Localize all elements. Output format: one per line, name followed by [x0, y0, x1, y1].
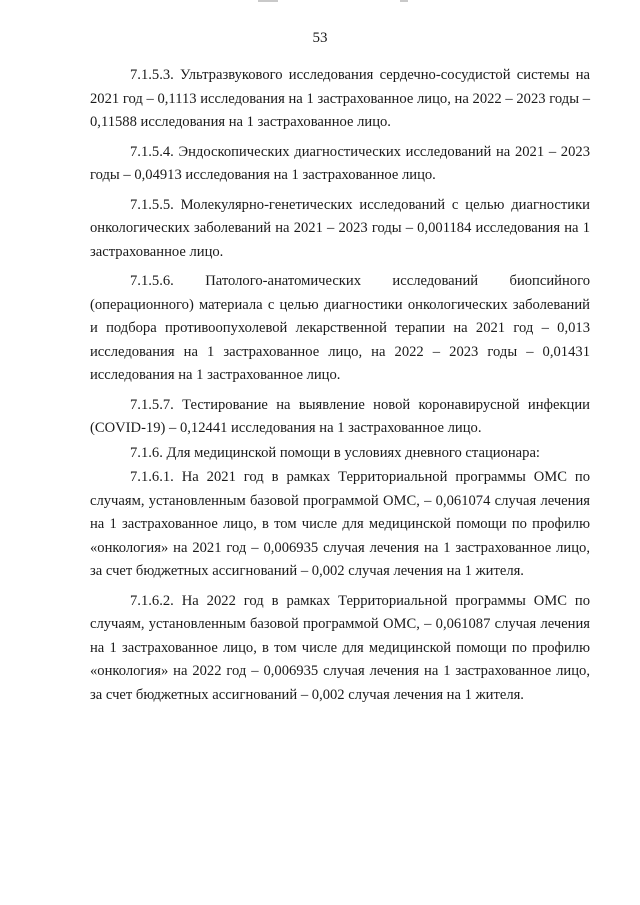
page-number: 53 [312, 30, 328, 46]
paragraph-7-1-5-5: 7.1.5.5. Молекулярно-генетических исследований с целью диагностики онкологических заболеваний на 2021 – 2023 годы – 0,001184 исследования на 1 застрахованное лицо. [90, 196, 590, 260]
paragraph-7-1-5-4: 7.1.5.4. Эндоскопических диагностических исследований на 2021 – 2023 годы – 0,04913 исследования на 1 застрахованное лицо. [90, 143, 590, 183]
paragraph-7-1-6-1: 7.1.6.1. На 2021 год в рамках Территориальной программы ОМС по случаям, установленным базовой программой ОМС, – 0,061074 случая лечения на 1 застрахованное лицо, в том числе для медицинской помощи по профилю «онкология» на 2021 год – 0,006935 случая лечения на 1 застрахованное лицо, за счет бюджетных ассигнований – 0,002 случая лечения на 1 жителя. [90, 469, 590, 579]
document-body [90, 64, 590, 707]
paragraph-7-1-5-3: 7.1.5.3. Ультразвукового исследования сердечно-сосудистой системы на 2021 год – 0,1113 исследования на 1 застрахованное лицо, на 2022 – 2023 годы – 0,11588 исследования на 1 застрахованное лицо. [90, 67, 590, 130]
scan-artifact [258, 0, 278, 2]
paragraph-7-1-6: 7.1.6. Для медицинской помощи в условиях дневного стационара: [130, 444, 540, 461]
paragraph-7-1-6-2: 7.1.6.2. На 2022 год в рамках Территориальной программы ОМС по случаям, установленным базовой программой ОМС, – 0,061087 случая лечения на 1 застрахованное лицо, в том числе для медицинской помощи по профилю «онкология» на 2022 год – 0,006935 случая лечения на 1 застрахованное лицо, за счет бюджетных ассигнований – 0,002 случая лечения на 1 жителя. [90, 592, 590, 703]
scan-artifact [400, 0, 408, 2]
paragraph-7-1-5-6: 7.1.5.6. Патолого-анатомических исследований биопсийного (операционного) материала с целью диагностики онкологических заболеваний и подбора противоопухолевой лекарственной терапии на 2021 год – 0,013 исследования на 1 застрахованное лицо, на 2022 – 2023 годы – 0,01431 исследования на 1 застрахованное лицо. [90, 273, 590, 383]
paragraph-7-1-5-7: 7.1.5.7. Тестирование на выявление новой коронавирусной инфекции (COVID-19) – 0,12441 исследования на 1 застрахованное лицо. [90, 396, 590, 436]
